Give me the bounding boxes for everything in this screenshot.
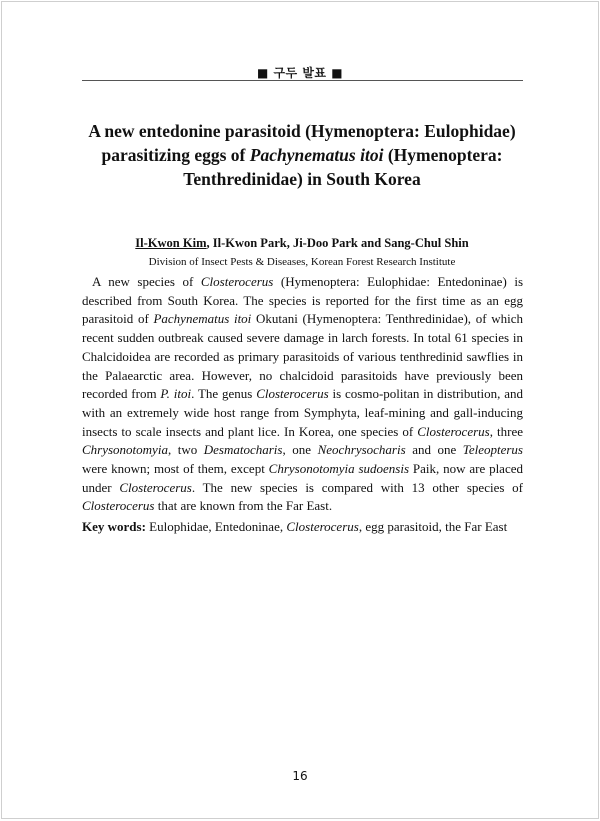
abstract-text: A new species of bbox=[92, 274, 201, 289]
paper-title bbox=[62, 119, 542, 191]
taxon-name: P. itoi bbox=[160, 386, 192, 402]
title-part-1: A new entedonine parasitoid (Hymenoptera: Eulophidae) parasitizing eggs of bbox=[88, 121, 516, 165]
keywords-text: Eulophidae, Entedoninae, bbox=[145, 519, 287, 534]
abstract-body bbox=[82, 273, 523, 516]
abstract-text: and one bbox=[405, 442, 463, 458]
presenting-author: Il-Kwon Kim bbox=[135, 236, 207, 250]
co-authors: , Il-Kwon Park, Ji-Doo Park and Sang-Chul Shin bbox=[206, 236, 469, 250]
taxon-name: Closterocerus bbox=[256, 386, 329, 402]
taxon-name: Pachynematus itoi bbox=[153, 311, 252, 327]
page-number: 16 bbox=[292, 769, 308, 783]
header-divider bbox=[82, 80, 523, 81]
abstract-text: , one bbox=[282, 442, 318, 458]
keywords-text: , egg parasitoid, the Far East bbox=[358, 519, 508, 534]
taxon-name: Chrysonotomyia sudoensis bbox=[268, 461, 410, 477]
keywords bbox=[82, 518, 542, 536]
paper-page bbox=[1, 1, 599, 819]
abstract-text: (Hymenoptera: Eulophidae: Entedoninae) is described from South Korea. The species is reported for the first time as an egg parasitoid of bbox=[82, 274, 523, 327]
abstract-text: Okutani (Hymenoptera: Tenthredinidae), of which recent sudden outbreak caused severe damage in larch forests. In total 61 species in Chalcidoidea are recorded as primary parasitoids of various tenthredinid sawflies in the Palaearctic area. However, no chalcidoid parasitoids have previously been recorded from bbox=[82, 311, 523, 402]
abstract-text: , two bbox=[167, 442, 204, 458]
keywords-label: Key words: bbox=[82, 519, 146, 534]
title-part-2: (Hymenoptera: Tenthredinidae) in South Korea bbox=[183, 145, 503, 189]
abstract-text: were known; most of them, except bbox=[82, 461, 269, 477]
taxon-name: Closterocerus bbox=[200, 274, 274, 289]
affiliation: Division of Insect Pests & Diseases, Korean Forest Research Institute bbox=[148, 256, 456, 268]
taxon-name: Teleopterus bbox=[462, 442, 523, 458]
taxon-name: Closterocerus bbox=[119, 479, 192, 495]
abstract-text: , three bbox=[489, 423, 524, 439]
taxon-name: Closterocerus bbox=[82, 498, 155, 514]
taxon-name: Desmatocharis bbox=[203, 442, 283, 458]
abstract-text: Paik, now are placed under bbox=[82, 461, 523, 495]
abstract-text: is cosmo-politan in distribution, and with an extremely wide host range from Symphyta, leaf-mining and gall-inducing insects to scale insects and plant lice. In Korea, one species of bbox=[82, 386, 523, 439]
section-tag: ■ 구두 발표 ■ bbox=[256, 66, 344, 80]
taxon-name: Closterocerus bbox=[417, 423, 490, 439]
taxon-name: Neochrysocharis bbox=[317, 442, 406, 458]
title-species: Pachynematus itoi bbox=[249, 145, 384, 165]
author-list bbox=[42, 236, 562, 251]
keywords-taxon: Closterocerus bbox=[286, 519, 359, 534]
abstract-text: . The genus bbox=[191, 386, 257, 402]
taxon-name: Chrysonotomyia bbox=[82, 442, 168, 458]
abstract-text: that are known from the Far East. bbox=[154, 498, 333, 514]
abstract-text: . The new species is compared with 13 other species of bbox=[191, 479, 523, 495]
